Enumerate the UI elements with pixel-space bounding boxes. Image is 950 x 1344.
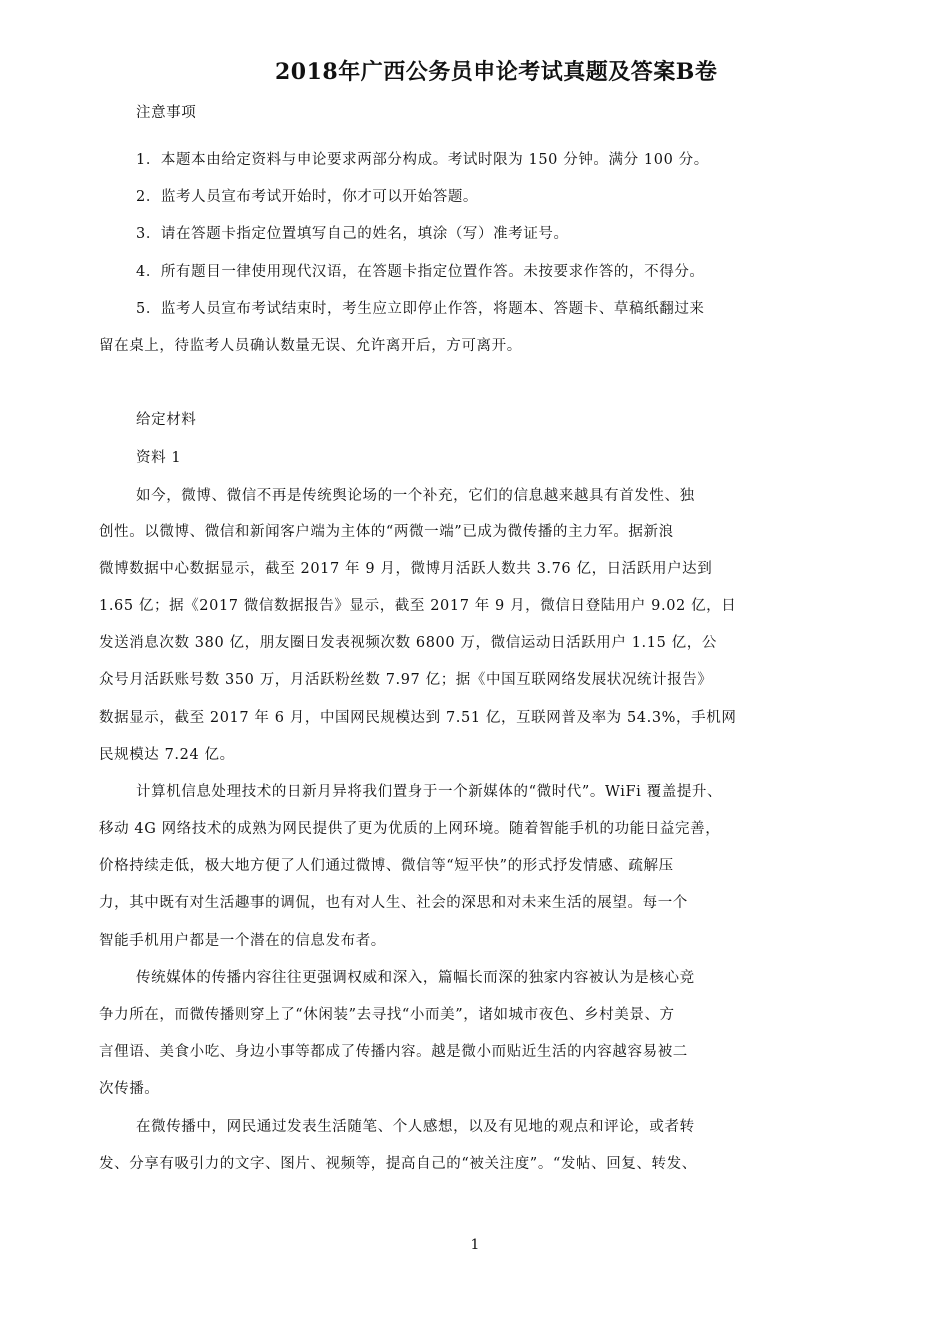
paragraph-line: 争力所在，而微传播则穿上了“休闲装”去寻找“小而美”，诸如城市夜色、乡村美景、方 — [99, 1007, 675, 1023]
paragraph-line: 计算机信息处理技术的日新月异将我们置身于一个新媒体的“微时代”。WiFi 覆盖提升、 — [136, 784, 723, 800]
materials-subheading: 资料 1 — [136, 450, 182, 466]
paragraph-line: 众号月活跃账号数 350 万，月活跃粉丝数 7.97 亿；据《中国互联网络发展状况统计报告》 — [99, 672, 713, 688]
paragraph-line: 价格持续走低，极大地方便了人们通过微博、微信等“短平快”的形式抒发情感、疏解压 — [99, 858, 674, 874]
notice-item: 1．本题本由给定资料与申论要求两部分构成。考试时限为 150 分钟。满分 100 分。 — [136, 152, 709, 168]
materials-heading: 给定材料 — [136, 412, 197, 428]
notice-heading: 注意事项 — [136, 105, 197, 121]
document-title: 2018年广西公务员申论考试真题及答案B卷 — [275, 59, 718, 85]
paragraph-line: 言俚语、美食小吃、身边小事等都成了传播内容。越是微小而贴近生活的内容越容易被二 — [99, 1044, 688, 1060]
paragraph-line: 数据显示，截至 2017 年 6 月，中国网民规模达到 7.51 亿，互联网普及率为 54.3%，手机网 — [99, 710, 737, 726]
paragraph-line: 移动 4G 网络技术的成熟为网民提供了更为优质的上网环境。随着智能手机的功能日益完善， — [99, 821, 721, 837]
paragraph-line: 如今，微博、微信不再是传统舆论场的一个补充，它们的信息越来越具有首发性、独 — [136, 488, 695, 504]
paragraph-line: 创性。以微博、微信和新闻客户端为主体的“两微一端”已成为微传播的主力军。据新浪 — [99, 524, 674, 540]
page-number: 1 — [470, 1237, 480, 1253]
paragraph-line: 智能手机用户都是一个潜在的信息发布者。 — [99, 933, 386, 949]
notice-item: 3．请在答题卡指定位置填写自己的姓名，填涂（写）准考证号。 — [136, 226, 569, 242]
paragraph-line: 力，其中既有对生活趣事的调侃，也有对人生、社会的深思和对未来生活的展望。每一个 — [99, 895, 688, 911]
paragraph-line: 民规模达 7.24 亿。 — [99, 747, 235, 763]
paragraph-line: 1.65 亿；据《2017 微信数据报告》显示，截至 2017 年 9 月，微信日登陆用户 9.02 亿，日 — [99, 598, 737, 614]
paragraph-line: 次传播。 — [99, 1081, 160, 1097]
paragraph-line: 在微传播中，网民通过发表生活随笔、个人感想，以及有见地的观点和评论，或者转 — [136, 1119, 695, 1135]
paragraph-line: 发、分享有吸引力的文字、图片、视频等，提高自己的“被关注度”。“发帖、回复、转发、 — [99, 1156, 697, 1172]
notice-item: 5．监考人员宣布考试结束时，考生应立即停止作答，将题本、答题卡、草稿纸翻过来 — [136, 301, 705, 317]
paragraph-line: 微博数据中心数据显示，截至 2017 年 9 月，微博月活跃人数共 3.76 亿，日活跃用户达到 — [99, 561, 713, 577]
paragraph-line: 发送消息次数 380 亿，朋友圈日发表视频次数 6800 万，微信运动日活跃用户 1.15 亿，公 — [99, 635, 717, 651]
notice-item: 2．监考人员宣布考试开始时，你才可以开始答题。 — [136, 189, 479, 205]
notice-item: 4．所有题目一律使用现代汉语，在答题卡指定位置作答。未按要求作答的，不得分。 — [136, 264, 705, 280]
paragraph-line: 传统媒体的传播内容往往更强调权威和深入，篇幅长而深的独家内容被认为是核心竞 — [136, 970, 695, 986]
notice-item-continuation: 留在桌上，待监考人员确认数量无误、允许离开后，方可离开。 — [99, 338, 522, 354]
